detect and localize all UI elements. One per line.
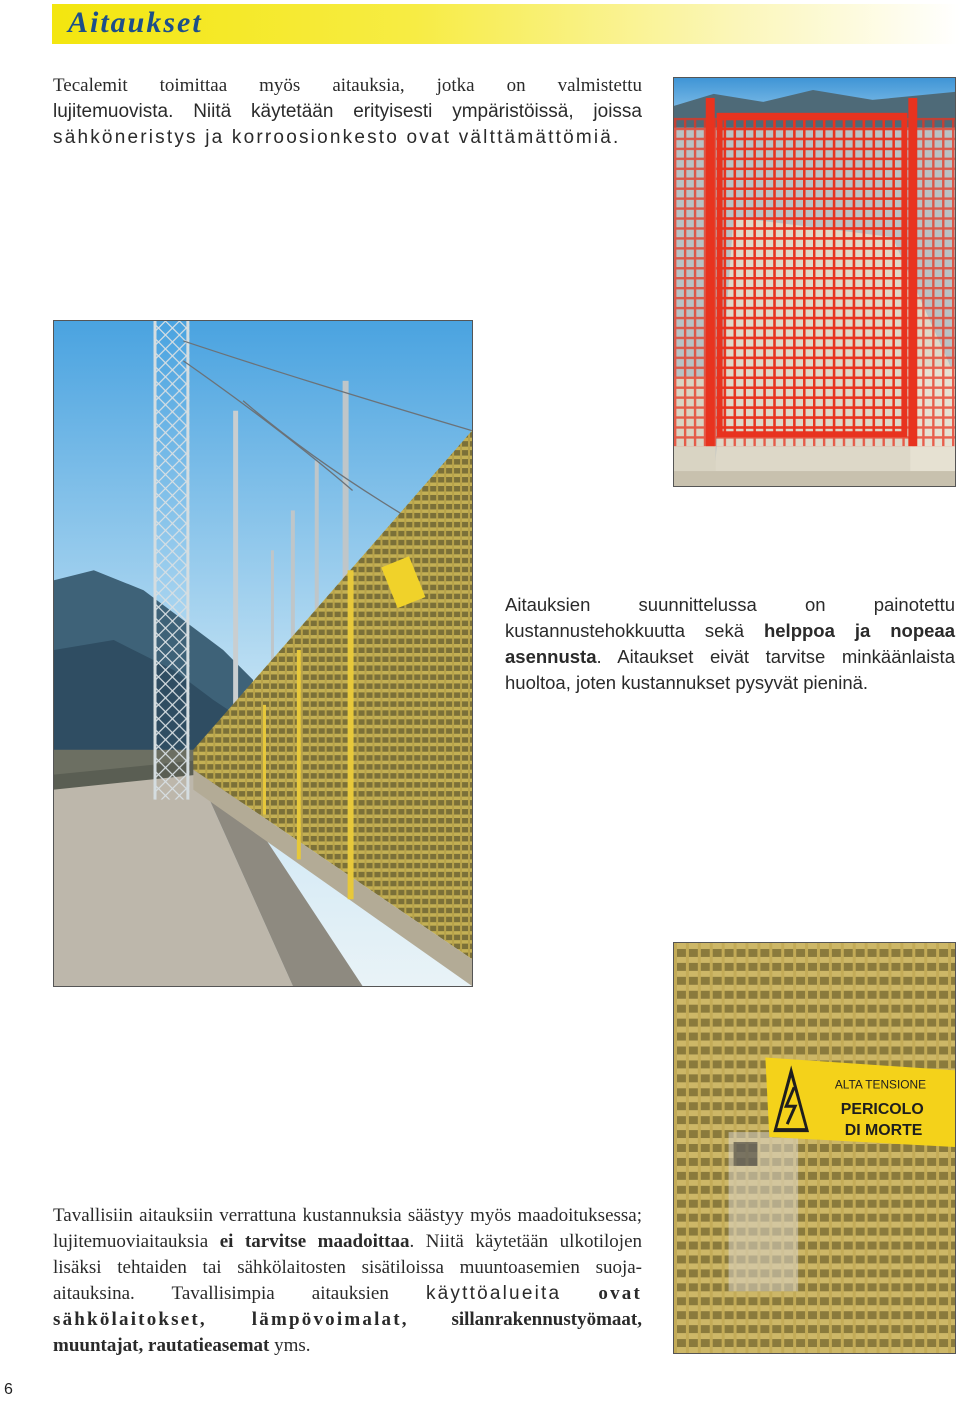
sign-line-2: PERICOLO [840, 1101, 924, 1119]
design-text-2: . Aitaukset eivät tarvitse minkäänlaista huoltoa, joten kustannukset pysyvät pieninä. [505, 646, 955, 693]
intro-line-2: lujitemuovista. Niitä käytetään erityisesti ympäristöissä, joissa [53, 101, 642, 122]
design-text-1: Aitauksien suunnittelussa on painotettu kustannustehokkuutta sekä [505, 594, 955, 641]
intro-line-3: sähköneristys ja korroosionkesto ovat välttämättömiä. [53, 127, 621, 148]
intro-paragraph [53, 73, 642, 151]
railway-fence-photo [53, 320, 473, 987]
title-banner [52, 4, 960, 44]
sign-line-3: DI MORTE [844, 1122, 923, 1140]
bottom-paragraph [53, 1203, 642, 1359]
bottom-emphasis-3: sillanrakennustyömaat, muuntajat, rautatieasemat [53, 1309, 642, 1356]
intro-line-1: Tecalemit toimittaa myös aitauksia, jotka on valmistettu [53, 75, 642, 96]
sign-line-1: ALTA TENSIONE [834, 1077, 927, 1092]
warning-sign-fence-photo [673, 942, 956, 1354]
bottom-text-2: . Niitä käytetään ulkotilojen lisäksi tehtaiden tai sähkölaitosten sisätiloissa muuntoasemien suoja-aitauksina. Tavallisimpia aitauksien [53, 1231, 643, 1304]
design-paragraph [505, 592, 955, 696]
bottom-text-1: Tavallisiin aitauksiin verrattuna kustannuksia säästyy myös maadoituksessa; lujitemuoviaitauksia [53, 1205, 642, 1252]
red-gate-photo [673, 77, 956, 487]
bottom-emphasis-1: ei tarvitse maadoittaa [219, 1231, 410, 1252]
bottom-text-3: käyttöalueita [425, 1283, 562, 1304]
page-number: 6 [4, 1381, 13, 1398]
bottom-emphasis-2: ovat sähkölaitokset, lämpövoimalat, [53, 1283, 643, 1330]
design-emphasis-1: helppoa ja nopeaa asennusta [505, 620, 955, 667]
bottom-text-4: yms. [274, 1335, 311, 1356]
page-title: Aitaukset [68, 6, 203, 39]
